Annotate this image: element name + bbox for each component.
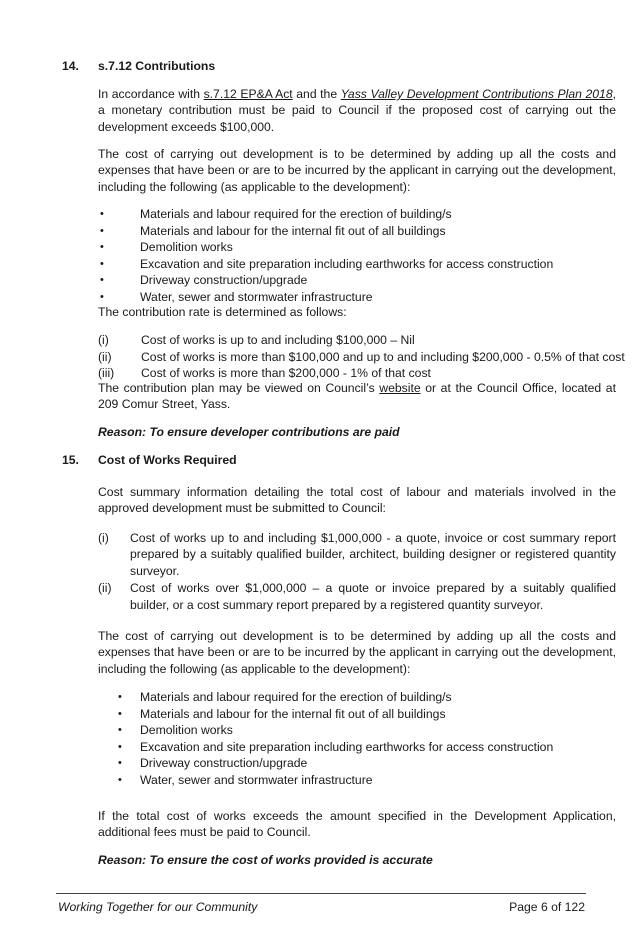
list-marker: (ii) [98,581,112,596]
bullet-icon: • [118,740,122,753]
list-marker: (iii) [98,366,115,380]
list-item: • Excavation and site preparation including earthworks for access construction [118,739,554,754]
bullet-icon: • [100,290,104,303]
list-item: (ii) Cost of works over $1,000,000 – a quote or invoice prepared by a suitably qualified builder, or a cost summary report prepared by a registered quantity surveyor. [98,581,616,612]
list-item: • Driveway construction/upgrade [118,756,308,770]
list-item: (ii) Cost of works is more than $100,000 and up to and including $200,000 - 0.5% of that cost [98,349,625,364]
contributions-plan-link[interactable]: Yass Valley Development Contributions Plan 2018 [340,87,613,101]
contribution-rate-intro: The contribution rate is determined as follows: [98,305,347,319]
list-item: • Excavation and site preparation including earthworks for access construction [100,256,554,271]
list-item: • Materials and labour required for the erection of building/s [100,207,452,221]
section-15-intro: Cost summary information detailing the total cost of labour and materials involved in the approved development must be submitted to Council: [98,485,616,516]
additional-fees-paragraph: If the total cost of works exceeds the amount specified in the Development Application, additional fees must be paid to Council. [98,809,616,840]
bullet-icon: • [118,757,122,769]
bullet-icon: • [118,724,122,736]
list-item: • Water, sewer and stormwater infrastructure [118,772,373,787]
website-link[interactable]: website [379,381,421,395]
list-item: • Demolition works [100,240,233,254]
plan-view-paragraph: The contribution plan may be viewed on Council’s website or at the Council Office, located at 209 Comur Street, Yass. [98,381,616,412]
footer-tagline: Working Together for our Community [58,900,258,914]
section-title: Cost of Works Required [98,453,237,467]
section-14-cost-paragraph: The cost of carrying out development is to be determined by adding up all the costs and expenses that have been or are to be incurred by the applicant in carrying out the development, including the following (as applicable to the development): [98,147,616,194]
section-15-cost-paragraph: The cost of carrying out development is to be determined by adding up all the costs and expenses that have been or are to be incurred by the applicant in carrying out the development, including the following (as applicable to the development): [98,629,616,676]
list-marker: (i) [98,333,109,347]
section-15-cost-list [98,689,616,788]
list-item: • Water, sewer and stormwater infrastructure [100,289,373,304]
bullet-icon: • [100,208,104,220]
list-item: • Materials and labour for the internal fit out of all buildings [100,223,446,238]
section-14-cost-list [98,206,616,305]
section-14-reason: Reason: To ensure developer contributions are paid [98,425,400,439]
list-item: • Driveway construction/upgrade [100,273,308,287]
section-14-intro: In accordance with s.7.12 EP&A Act and the Yass Valley Development Contributions Plan 2018, a monetary contribution must be paid to Council if the proposed cost of carrying out the development exceeds $100,000. [98,87,616,134]
section-15-reason: Reason: To ensure the cost of works provided is accurate [98,853,433,867]
bullet-icon: • [118,707,122,720]
list-item: • Demolition works [118,723,233,737]
section-number: 14. [62,59,79,73]
bullet-icon: • [100,241,104,253]
contribution-rate-list [98,332,625,382]
bullet-icon: • [100,274,104,286]
page-number: Page 6 of 122 [509,900,585,914]
bullet-icon: • [100,224,104,237]
list-item: (iii) Cost of works is more than $200,000 - 1% of that cost [98,366,431,380]
section-title: s.7.12 Contributions [98,59,216,73]
list-item: (i) Cost of works is up to and including $100,000 – Nil [98,333,415,347]
bullet-icon: • [118,691,122,703]
list-marker: (i) [98,531,109,545]
list-item: (i) Cost of works up to and including $1,000,000 - a quote, invoice or cost summary report prepared by a suitably qualified builder, architect, building designer or registered quantity surveyor. [98,531,616,578]
bullet-icon: • [100,257,104,270]
bullet-icon: • [118,773,122,786]
list-marker: (ii) [98,349,112,364]
footer-divider [56,893,586,894]
cost-summary-requirements-list [98,530,616,614]
list-item: • Materials and labour for the internal fit out of all buildings [118,706,446,721]
list-item: • Materials and labour required for the erection of building/s [118,690,452,704]
ep-a-act-link[interactable]: s.7.12 EP&A Act [203,87,293,101]
section-number: 15. [62,453,79,467]
